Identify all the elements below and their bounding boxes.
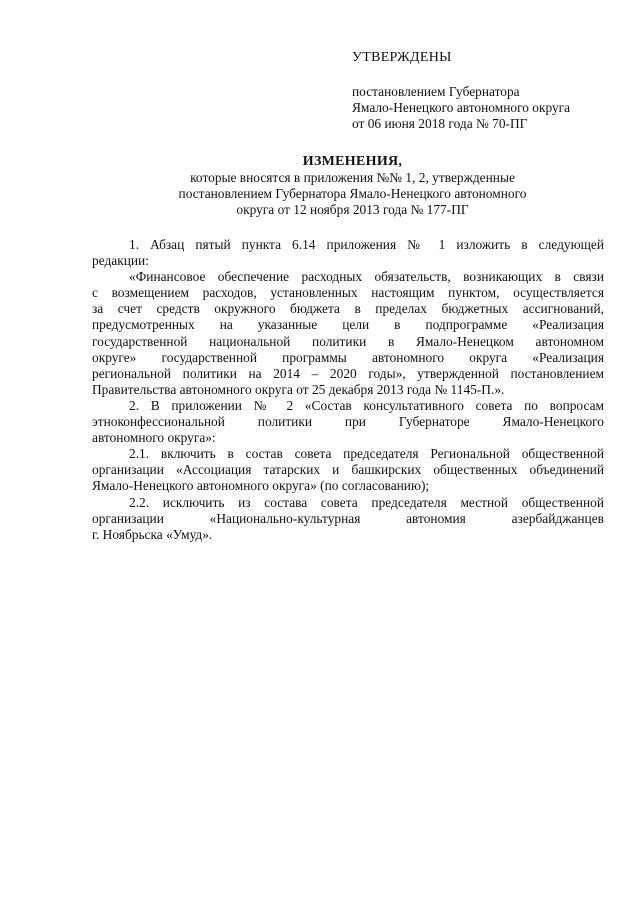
text-line: Ямало-Ненецкого автономного округа» (по согласованию); xyxy=(92,478,430,494)
paragraph-2-1 xyxy=(92,446,604,494)
text-line: 2.1. включить в состав совета председателя Региональной общественной xyxy=(129,446,604,462)
text-line: «Финансовое обеспечение расходных обязательств, возникающих в связи xyxy=(129,269,604,285)
text-line: г. Ноябрьска «Умуд». xyxy=(92,526,213,542)
paragraph-1 xyxy=(92,237,604,269)
text-line: региональной политики на 2014 – 2020 годы», утвержденной постановлением xyxy=(92,365,604,381)
document-heading xyxy=(100,153,605,218)
text-line: государственной национальной политики в Ямало-Ненецком автономном xyxy=(92,333,604,349)
text-line: Правительства автономного округа от 25 декабря 2013 года № 1145-П.». xyxy=(92,381,505,397)
heading-line: постановлением Губернатора Ямало-Ненецкого автономного xyxy=(178,186,527,201)
text-line: 2.2. исключить из состава совета председателя местной общественной xyxy=(129,494,604,510)
paragraph-2-2 xyxy=(92,495,604,543)
heading-line: округа от 12 ноября 2013 года № 177-ПГ xyxy=(236,202,469,217)
text-line: этноконфессиональной политики при Губернаторе Ямало-Ненецкого xyxy=(92,414,604,430)
approval-line: от 06 июня 2018 года № 70-ПГ xyxy=(352,116,528,131)
paragraph-2 xyxy=(92,398,604,446)
heading-line: которые вносятся в приложения №№ 1, 2, утвержденные xyxy=(190,170,515,185)
paragraph-1-quote xyxy=(92,269,604,398)
text-line: организации «Национально-культурная автономия азербайджанцев xyxy=(92,510,604,526)
text-line: за счет средств окружного бюджета в пределах бюджетных ассигнований, xyxy=(92,301,604,317)
text-line: предусмотренных на указанные цели в подпрограмме «Реализация xyxy=(92,317,604,333)
approval-line: постановлением Губернатора xyxy=(352,84,520,99)
document-body xyxy=(92,237,604,543)
approval-block xyxy=(352,50,622,132)
text-line: с возмещением расходов, установленных настоящим пунктом, осуществляется xyxy=(92,285,604,301)
text-line: автономного округа»: xyxy=(92,430,216,446)
approval-line: Ямало-Ненецкого автономного округа xyxy=(352,100,571,115)
text-line: редакции: xyxy=(92,253,149,269)
text-line: округе» государственной программы автономного округа «Реализация xyxy=(92,349,604,365)
text-line: 1. Абзац пятый пункта 6.14 приложения № 1 изложить в следующей xyxy=(129,237,604,252)
approval-title: УТВЕРЖДЕНЫ xyxy=(352,50,452,65)
text-line: 2. В приложении № 2 «Состав консультативного совета по вопросам xyxy=(129,397,604,413)
text-line: организации «Ассоциация татарских и башкирских общественных объединений xyxy=(92,462,604,478)
document-title: ИЗМЕНЕНИЯ, xyxy=(302,154,403,169)
